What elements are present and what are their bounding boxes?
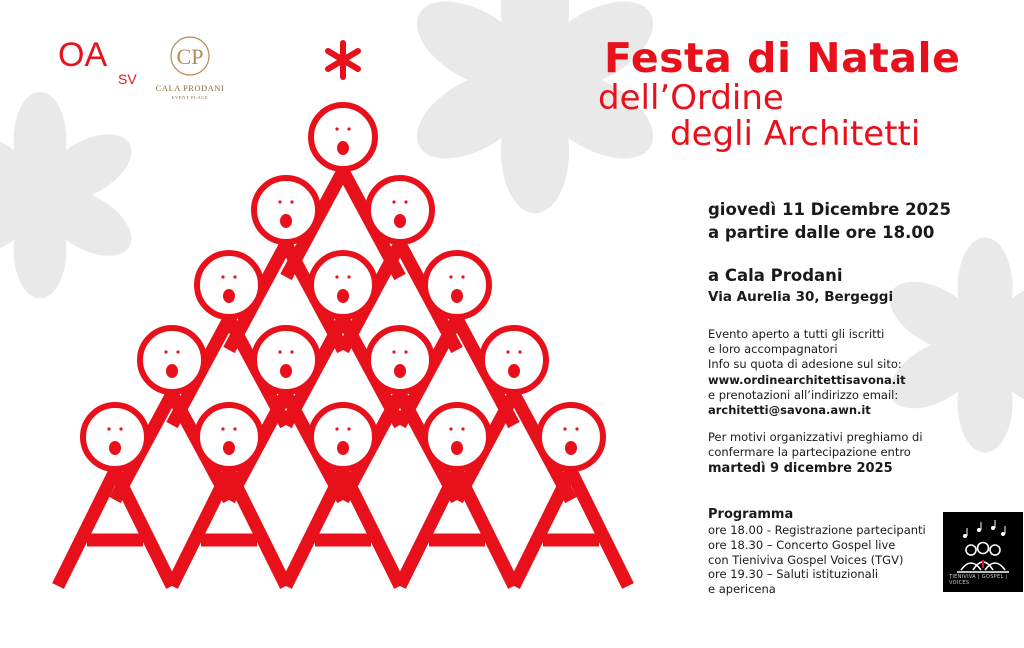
star-icon [328,43,358,77]
oa-logo-text: OA [58,36,108,74]
singer-eye [449,427,452,430]
place-address: Via Aurelia 30, Bergeggi [708,289,894,305]
tgv-logo [943,512,1023,592]
singer-mouth [280,214,292,228]
singer-eye [335,275,338,278]
singer-head [311,405,375,469]
singer-eye [233,275,236,278]
title-line-2: dell’Ordine [598,78,784,118]
program-item: e apericena [708,582,776,597]
singer-eye [290,200,293,203]
singer-mouth [223,441,235,455]
singer-head [311,105,375,169]
confirmation-notice [708,430,958,477]
singer-eye [518,350,521,353]
singer-mouth [394,214,406,228]
cp-monogram: CP [176,44,204,69]
singer-head [482,328,546,392]
place-name: a Cala Prodani [708,266,843,285]
info-line-5: e prenotazioni all’indirizzo email: [708,387,899,402]
tgv-label: TIENIVIVA | GOSPEL | VOICES [949,574,1008,586]
singer-eye [221,427,224,430]
confirm-line-1: Per motivi organizzativi preghiamo di [708,430,923,444]
program-section [708,507,948,597]
singer-head [539,405,603,469]
singer-head [140,328,204,392]
email-link[interactable]: architetti@savona.awn.it [708,403,871,418]
program-item: ore 19.30 – Saluti istituzionali [708,567,879,582]
confirm-line-2: confermare la partecipazione entro [708,445,911,460]
singer-eye [290,350,293,353]
singer-head [197,405,261,469]
singer-eye [233,427,236,430]
singer-eye [392,350,395,353]
singer-eye [347,275,350,278]
singer-head [197,253,261,317]
singer-eye [176,350,179,353]
title-line-3: degli Architetti [670,114,921,154]
singer-mouth [337,289,349,303]
oa-logo-sub: SV [118,71,137,87]
singer-eye [461,275,464,278]
singer-head [254,328,318,392]
singer-head [254,178,318,242]
singer-eye [347,127,350,130]
time-line: a partire dalle ore 18.00 [708,223,935,242]
event-date [708,198,951,244]
singer-eye [278,350,281,353]
singer-head [368,328,432,392]
singer-head [311,253,375,317]
program-item: ore 18.30 – Concerto Gospel live [708,537,896,552]
confirm-deadline: martedì 9 dicembre 2025 [708,461,893,477]
singer-mouth [280,364,292,378]
singer-eye [449,275,452,278]
singer-head [425,253,489,317]
program-item: ore 18.00 - Registrazione partecipanti [708,523,926,537]
singer-mouth [565,441,577,455]
singer-eye [107,427,110,430]
singer-mouth [337,141,349,155]
singer-eye [347,427,350,430]
singer-eye [563,427,566,430]
singer-eye [575,427,578,430]
singer-mouth [223,289,235,303]
singer-eye [335,427,338,430]
singer-head [83,405,147,469]
event-title [598,34,961,154]
info-line-3: Info su quota di adesione sul sito: [708,357,902,372]
event-info [708,327,958,418]
singer-mouth [166,364,178,378]
singer-mouth [451,289,463,303]
date-line: giovedì 11 Dicembre 2025 [708,200,951,219]
singer-eye [221,275,224,278]
cp-name: CALA PRODANI [155,83,225,93]
singer-head [368,178,432,242]
cp-tagline: EVENT PLACE [171,95,209,100]
singer-eye [506,350,509,353]
singer-eye [335,127,338,130]
singer-eye [164,350,167,353]
info-line-1: Evento aperto a tutti gli iscritti [708,327,885,341]
program-title: Programma [708,507,794,522]
info-line-2: e loro accompagnatori [708,342,838,357]
singer-eye [404,200,407,203]
singer-mouth [394,364,406,378]
singer-eye [404,350,407,353]
singer-eye [119,427,122,430]
singer-eye [392,200,395,203]
singer-mouth [508,364,520,378]
singer-eye [278,200,281,203]
title-line-1: Festa di Natale [604,34,961,82]
singer-mouth [337,441,349,455]
event-place [708,265,893,307]
singer-head [425,405,489,469]
program-item: con Tieniviva Gospel Voices (TGV) [708,552,904,567]
singer-mouth [451,441,463,455]
singer-eye [461,427,464,430]
singer-mouth [109,441,121,455]
website-link[interactable]: www.ordinearchitettisavona.it [708,372,906,387]
